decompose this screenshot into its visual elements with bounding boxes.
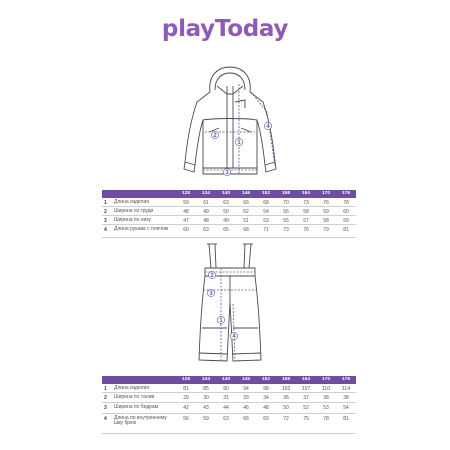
size-col: 176: [341, 191, 350, 196]
table-cell: 42: [183, 404, 189, 411]
table-cell: 81: [343, 415, 349, 422]
table-cell: 73: [303, 199, 309, 206]
jacket-marker-1: 1: [237, 140, 241, 146]
table-cell: 65: [223, 226, 229, 233]
table-cell: 81: [183, 385, 189, 392]
size-col: 140: [221, 191, 230, 196]
row-label: Длина изделия: [114, 384, 149, 391]
size-col: 134: [201, 191, 210, 196]
table-cell: 33: [243, 394, 249, 401]
size-col: 128: [181, 377, 190, 382]
table-row: [102, 393, 356, 403]
table-cell: 75: [303, 415, 309, 422]
table-cell: 50: [283, 404, 289, 411]
size-col: 158: [281, 377, 290, 382]
size-col: 152: [261, 191, 270, 196]
jacket-size-header: [102, 190, 356, 198]
table-cell: 81: [343, 226, 349, 233]
table-cell: 53: [323, 404, 329, 411]
table-cell: 50: [223, 208, 229, 215]
table-row: [102, 384, 356, 393]
row-number: 2: [104, 208, 107, 215]
pants-marker-2: 2: [210, 273, 214, 279]
table-cell: 63: [203, 226, 209, 233]
jacket-size-table: [102, 190, 356, 238]
table-cell: 30: [203, 394, 209, 401]
table-cell: 103: [281, 385, 291, 392]
row-number: 1: [104, 385, 107, 392]
table-row: [102, 207, 356, 216]
table-cell: 59: [183, 199, 189, 206]
table-cell: 38: [323, 394, 329, 401]
size-col: 176: [341, 377, 350, 382]
table-cell: 34: [263, 394, 269, 401]
brand-logo: playToday: [161, 16, 289, 42]
table-cell: 78: [323, 415, 329, 422]
table-cell: 59: [323, 208, 329, 215]
size-col: 170: [321, 191, 330, 196]
table-cell: 90: [223, 385, 229, 392]
size-col: 146: [241, 377, 250, 382]
row-label: Длина по внутреннему шву брюк: [114, 414, 167, 426]
table-cell: 73: [283, 226, 289, 233]
table-cell: 76: [323, 199, 329, 206]
jacket-marker-3: 3: [225, 170, 229, 176]
table-cell: 36: [283, 394, 289, 401]
table-cell: 56: [283, 208, 289, 215]
pants-size-table: [102, 376, 356, 434]
table-cell: 114: [342, 385, 350, 392]
jacket-marker-2: 2: [213, 133, 217, 139]
size-col: 134: [201, 377, 210, 382]
table-cell: 72: [283, 415, 289, 422]
table-cell: 66: [243, 199, 249, 206]
table-cell: 56: [183, 415, 189, 422]
table-cell: 48: [203, 217, 209, 224]
table-cell: 58: [303, 208, 309, 215]
table-cell: 63: [223, 199, 229, 206]
row-label: Длина изделия: [114, 198, 149, 205]
table-cell: 85: [203, 385, 209, 392]
table-cell: 60: [183, 226, 189, 233]
table-cell: 54: [343, 404, 349, 411]
row-label: Ширина по бедрам: [114, 403, 159, 410]
table-cell: 79: [323, 226, 329, 233]
row-number: 3: [104, 217, 107, 224]
pants-size-header: [102, 376, 356, 384]
table-cell: 66: [243, 415, 249, 422]
table-cell: 54: [263, 208, 269, 215]
table-cell: 43: [203, 404, 209, 411]
row-number: 1: [104, 199, 107, 206]
size-col: 170: [321, 377, 330, 382]
table-cell: 98: [263, 385, 269, 392]
pants-marker-3: 3: [209, 291, 213, 297]
jacket-marker-4: 4: [266, 124, 270, 130]
table-cell: 76: [303, 226, 309, 233]
table-cell: 49: [223, 217, 229, 224]
table-cell: 38: [343, 394, 349, 401]
size-col: 164: [301, 377, 310, 382]
table-cell: 58: [323, 217, 329, 224]
table-cell: 49: [203, 208, 209, 215]
table-cell: 29: [183, 394, 189, 401]
jacket-illustration: [175, 62, 285, 184]
row-label: Ширина по талии: [114, 393, 155, 400]
table-cell: 61: [203, 199, 209, 206]
table-cell: 94: [243, 385, 249, 392]
row-number: 2: [104, 394, 107, 401]
table-cell: 107: [301, 385, 311, 392]
table-cell: 53: [263, 217, 269, 224]
table-cell: 68: [263, 199, 269, 206]
table-row: [102, 403, 356, 414]
table-row: [102, 414, 356, 434]
table-cell: 110: [322, 385, 330, 392]
table-cell: 31: [223, 394, 229, 401]
table-cell: 59: [203, 415, 209, 422]
table-cell: 68: [243, 226, 249, 233]
table-cell: 63: [223, 415, 229, 422]
pants-marker-4: 4: [232, 334, 236, 340]
size-col: 146: [241, 191, 250, 196]
table-cell: 70: [283, 199, 289, 206]
size-col: 158: [281, 191, 290, 196]
size-col: 140: [221, 377, 230, 382]
row-label: Ширина по низу: [114, 216, 152, 223]
table-cell: 69: [263, 415, 269, 422]
table-cell: 52: [243, 208, 249, 215]
table-cell: 57: [303, 217, 309, 224]
size-col: 164: [301, 191, 310, 196]
size-col: 128: [181, 191, 190, 196]
pants-marker-1: 1: [219, 318, 223, 324]
row-label: Ширина по груди: [114, 207, 154, 214]
table-cell: 37: [303, 394, 309, 401]
row-number: 4: [104, 415, 107, 422]
table-row: [102, 216, 356, 225]
table-cell: 48: [263, 404, 269, 411]
row-number: 3: [104, 404, 107, 411]
table-row: [102, 198, 356, 207]
table-cell: 59: [343, 217, 349, 224]
table-cell: 71: [263, 226, 269, 233]
table-row: [102, 225, 356, 238]
pants-illustration: [185, 240, 275, 368]
table-cell: 51: [243, 217, 249, 224]
table-cell: 44: [223, 404, 229, 411]
table-cell: 47: [183, 217, 189, 224]
row-label: Длина рукава с плечом: [114, 225, 169, 232]
size-col: 152: [261, 377, 270, 382]
table-cell: 46: [243, 404, 249, 411]
table-cell: 52: [303, 404, 309, 411]
table-cell: 55: [283, 217, 289, 224]
table-cell: 60: [343, 208, 349, 215]
row-number: 4: [104, 226, 107, 233]
table-cell: 48: [183, 208, 189, 215]
table-cell: 78: [343, 199, 349, 206]
